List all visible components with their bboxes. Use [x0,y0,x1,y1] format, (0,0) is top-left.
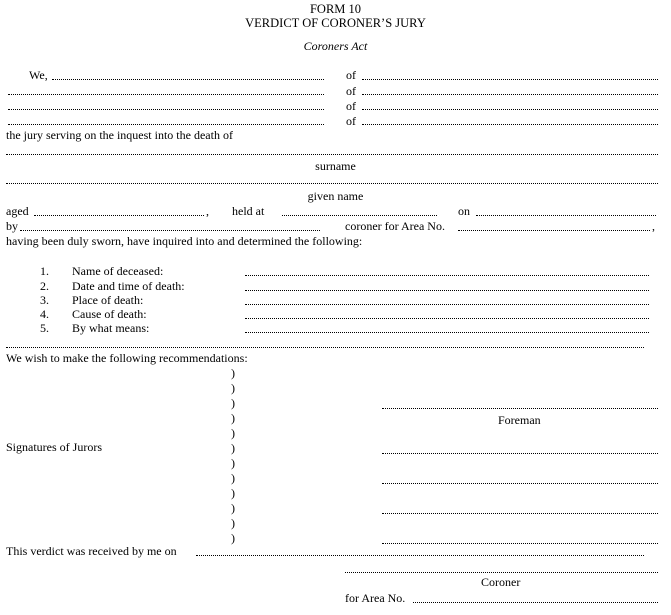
coroner-name-line[interactable] [20,229,320,231]
signature-bracket: ) [231,426,235,440]
signature-bracket: ) [231,381,235,395]
juror-address-line-4[interactable] [362,123,658,125]
sworn-text: having been duly sworn, have inquired into and determined the following: [6,234,363,248]
coroner-label: Coroner [481,575,521,589]
findings-continuation-line[interactable] [6,346,644,348]
signature-bracket: ) [231,396,235,410]
of-label-2: of [346,84,356,98]
signature-bracket: ) [231,441,235,455]
act-name: Coroners Act [303,39,368,53]
finding-num-1: 1. [40,264,49,278]
signature-bracket: ) [231,471,235,485]
foreman-signature-line[interactable] [382,407,658,409]
of-label-1: of [346,68,356,82]
finding-label-4: Cause of death: [72,307,147,321]
surname-label: surname [315,159,356,173]
recommendations-text: We wish to make the following recommendations: [6,351,248,365]
received-text: This verdict was received by me on [6,544,177,558]
given-name-line[interactable] [6,182,658,184]
form-number: FORM 10 [309,2,362,16]
finding-label-1: Name of deceased: [72,264,164,278]
juror-signature-line-1[interactable] [382,452,658,454]
finding-label-3: Place of death: [72,293,144,307]
jury-serving-text: the jury serving on the inquest into the death of [6,128,233,142]
of-label-3: of [346,99,356,113]
finding-num-4: 4. [40,307,49,321]
on-label: on [458,204,470,218]
signature-bracket: ) [231,531,235,545]
signature-bracket: ) [231,411,235,425]
given-name-label: given name [307,189,364,203]
held-at-label: held at [232,204,265,218]
signature-bracket: ) [231,516,235,530]
signature-bracket: ) [231,501,235,515]
area-number-line[interactable] [458,229,650,231]
juror-name-line-1[interactable] [52,78,324,80]
aged-comma: , [206,204,209,218]
of-label-4: of [346,114,356,128]
held-at-line[interactable] [282,214,437,216]
finding-line-4[interactable] [245,317,649,319]
aged-label: aged [6,204,29,218]
finding-line-2[interactable] [245,289,649,291]
receipt-area-line[interactable] [413,601,658,603]
for-area-label: for Area No. [345,591,406,605]
age-line[interactable] [34,214,204,216]
date-line[interactable] [476,214,656,216]
signature-bracket: ) [231,486,235,500]
finding-label-2: Date and time of death: [72,279,185,293]
area-comma: , [652,219,655,233]
signatures-of-jurors-label: Signatures of Jurors [6,440,102,454]
by-label: by [6,219,18,233]
signature-bracket: ) [231,366,235,380]
finding-label-5: By what means: [72,321,150,335]
finding-line-1[interactable] [245,274,649,276]
form-title: VERDICT OF CORONER’S JURY [245,16,426,30]
juror-signature-line-3[interactable] [382,512,658,514]
juror-name-line-4[interactable] [8,123,324,125]
finding-line-3[interactable] [245,303,649,305]
finding-num-5: 5. [40,321,49,335]
coroner-area-label: coroner for Area No. [345,219,445,233]
foreman-label: Foreman [498,413,541,427]
surname-line[interactable] [6,153,658,155]
finding-num-3: 3. [40,293,49,307]
finding-num-2: 2. [40,279,49,293]
juror-name-line-2[interactable] [8,93,324,95]
received-date-line[interactable] [196,554,644,556]
juror-address-line-1[interactable] [362,78,658,80]
juror-name-line-3[interactable] [8,108,324,110]
juror-signature-line-4[interactable] [382,542,658,544]
we-label: We, [29,68,48,82]
coroner-signature-line[interactable] [345,571,658,573]
juror-signature-line-2[interactable] [382,482,658,484]
finding-line-5[interactable] [245,331,649,333]
signature-bracket: ) [231,456,235,470]
juror-address-line-3[interactable] [362,108,658,110]
juror-address-line-2[interactable] [362,93,658,95]
